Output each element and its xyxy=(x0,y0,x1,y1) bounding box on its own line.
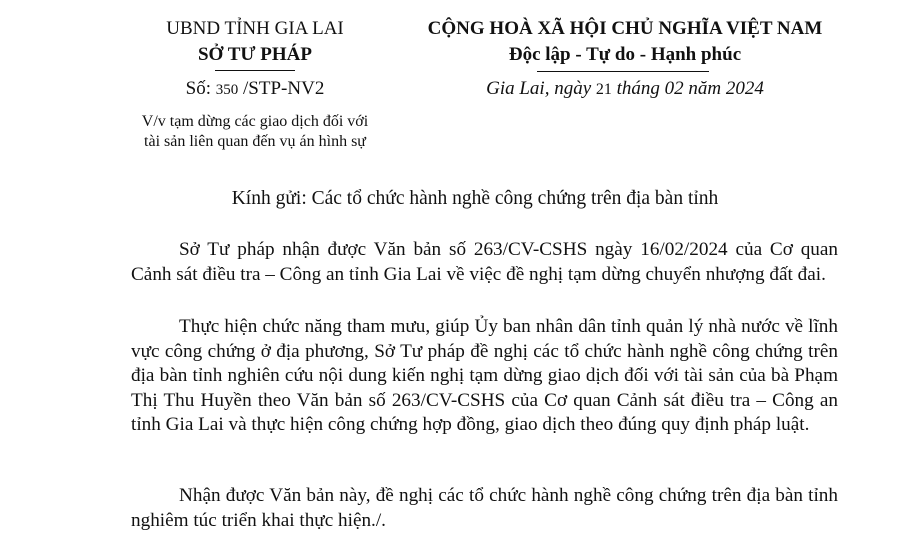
org-underline xyxy=(215,70,295,71)
motto-underline xyxy=(537,71,709,72)
date-day: 21 xyxy=(595,81,612,98)
subject-line-1: V/v tạm dừng các giao dịch đối với xyxy=(141,113,369,130)
body-paragraph-1: Sở Tư pháp nhận được Văn bản số 263/CV-CSHS ngày 16/02/2024 của Cơ quan Cảnh sát điều tra – Công an tỉnh Gia Lai về việc đề nghị tạm dừng chuyển nhượng đất đai. xyxy=(131,239,838,285)
body-paragraph-2: Thực hiện chức năng tham mưu, giúp Ủy ban nhân dân tỉnh quản lý nhà nước về lĩnh vực công chứng ở địa phương, Sở Tư pháp đề nghị các tổ chức hành nghề công chứng trên địa bàn tỉnh nghiên cứu nội dung kiến nghị tạm dừng giao dịch đối với tài sản của bà Phạm Thị Thu Huyền theo Văn bản số 263/CV-CSHS của Cơ quan Cảnh sát điều tra – Công an tỉnh Gia Lai và thực hiện công chứng hợp đồng, giao dịch theo đúng quy định pháp luật. xyxy=(131,316,838,435)
national-motto: Độc lập - Tự do - Hạnh phúc xyxy=(508,44,742,65)
country-name: CỘNG HOÀ XÃ HỘI CHỦ NGHĨA VIỆT NAM xyxy=(427,18,823,39)
date-line xyxy=(410,78,840,100)
doc-number-prefix: Số: xyxy=(185,78,212,99)
recipient: Kính gửi: Các tổ chức hành nghề công chứng trên địa bàn tỉnh xyxy=(231,188,719,209)
org-parent: UBND TỈNH GIA LAI xyxy=(166,18,344,39)
doc-number-value: 350 xyxy=(215,82,239,98)
doc-number xyxy=(120,78,390,100)
date-rest: tháng 02 năm 2024 xyxy=(616,78,764,99)
body-paragraph-3: Nhận được Văn bản này, đề nghị các tổ chức hành nghề công chứng trên địa bàn tỉnh nghiêm túc triển khai thực hiện./. xyxy=(131,485,838,531)
org-name: SỞ TƯ PHÁP xyxy=(197,44,312,65)
doc-number-suffix: /STP-NV2 xyxy=(243,78,325,99)
date-place: Gia Lai, ngày xyxy=(486,78,592,99)
subject-line-2: tài sản liên quan đến vụ án hình sự xyxy=(144,133,366,150)
